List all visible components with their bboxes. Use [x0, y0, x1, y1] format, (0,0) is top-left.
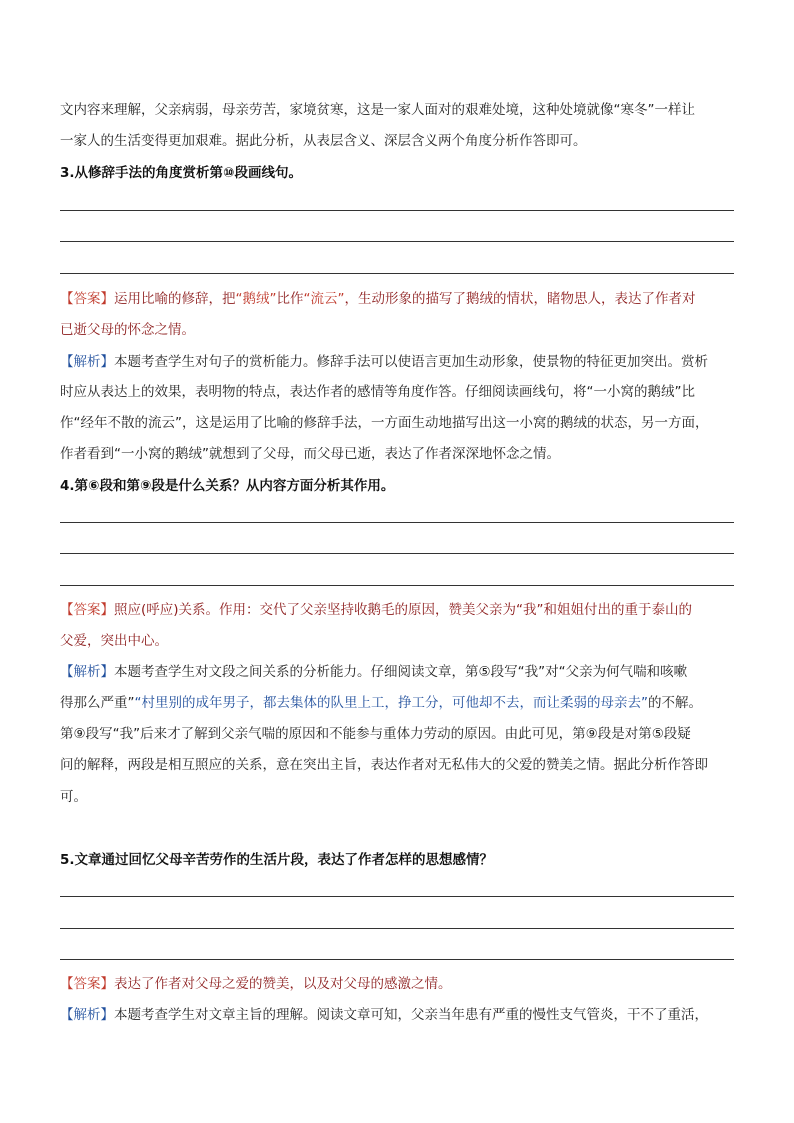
answer-blank-line — [60, 210, 734, 211]
answer-blank-line — [60, 522, 734, 523]
q3-explain-line-4: 作者看到“一小窝的鹅绒”就想到了父母，而父母已逝，表达了作者深深地怀念之情。 — [60, 446, 560, 462]
question-3: 3.从修辞手法的角度赏析第⑩段画线句。 — [60, 165, 302, 181]
q3-answer-line-1 — [60, 289, 740, 309]
q4-answer-line-2: 父爱，突出中心。 — [60, 633, 168, 649]
answer-blank-line — [60, 896, 734, 897]
intro-line-1: 文内容来理解，父亲病弱，母亲劳苦，家境贫寒，这是一家人面对的艰难处境，这种处境就像“寒冬”一样让 — [60, 102, 695, 118]
answer-blank-line — [60, 273, 734, 274]
q4-explain-line-4: 问的解释，两段是相互照应的关系，意在突出主旨，表达作者对无私伟大的父爱的赞美之情。据此分析作答即 — [60, 757, 708, 773]
answer-text: 运用比喻的修辞，把 — [114, 291, 236, 307]
q3-explain-line-1 — [60, 352, 740, 372]
q4-explain-line-1 — [60, 662, 740, 682]
explain-tag: 【解析】 — [60, 1007, 114, 1023]
explain-text: 本题考查学生对句子的赏析能力。修辞手法可以使语言更加生动形象，使景物的特征更加突出。赏析 — [114, 354, 708, 370]
explain-text: 本题考查学生对文段之间关系的分析能力。仔细阅读文章，第⑤段写“我”对“父亲为何气喘和咳嗽 — [114, 664, 688, 680]
answer-tag: 【答案】 — [60, 291, 114, 307]
explain-text: 本题考查学生对文章主旨的理解。阅读文章可知，父亲当年患有严重的慢性支气管炎，干不了重活， — [114, 1007, 708, 1023]
answer-blank-line — [60, 553, 734, 554]
answer-text: 照应(呼应)关系。作用：交代了父亲坚持收鹅毛的原因，赞美父亲为“我”和姐姐付出的重于泰山的 — [114, 602, 693, 618]
intro-line-2: 一家人的生活变得更加艰难。据此分析，从表层含义、深层含义两个角度分析作答即可。 — [60, 133, 587, 149]
explain-tag: 【解析】 — [60, 664, 114, 680]
answer-quote: “鹅绒” — [235, 291, 277, 307]
q5-explain-line-1 — [60, 1005, 740, 1025]
q3-explain-line-3: 作“经年不散的流云”，这是运用了比喻的修辞手法，一方面生动地描写出这一小窝的鹅绒的状态，另一方面， — [60, 415, 709, 431]
q3-answer-line-2: 已逝父母的怀念之情。 — [60, 322, 195, 338]
answer-blank-line — [60, 241, 734, 242]
q4-explain-line-5: 可。 — [60, 789, 87, 805]
explain-tag: 【解析】 — [60, 354, 114, 370]
answer-text: ，生动形象的描写了鹅绒的情状，睹物思人，表达了作者对 — [344, 291, 696, 307]
answer-tag: 【答案】 — [60, 602, 114, 618]
answer-text: 比作 — [276, 291, 304, 307]
q5-answer-line-1 — [60, 974, 740, 994]
q4-explain-line-2 — [60, 693, 740, 713]
question-5: 5.文章通过回忆父母辛苦劳作的生活片段，表达了作者怎样的思想感情？ — [60, 852, 494, 868]
answer-tag: 【答案】 — [60, 976, 114, 992]
answer-text: 表达了作者对父母之爱的赞美，以及对父母的感激之情。 — [114, 976, 452, 992]
explain-text: 的不解。 — [648, 695, 702, 711]
q3-explain-line-2: 时应从表达上的效果，表明物的特点，表达作者的感情等角度作答。仔细阅读画线句，将“一小窝的鹅绒”比 — [60, 384, 695, 400]
q4-answer-line-1 — [60, 600, 740, 620]
explain-text: 得那么严重” — [60, 695, 135, 711]
question-4: 4.第⑥段和第⑨段是什么关系？从内容方面分析其作用。 — [60, 478, 395, 494]
answer-blank-line — [60, 928, 734, 929]
answer-blank-line — [60, 585, 734, 586]
q4-explain-line-3: 第⑨段写“我”后来才了解到父亲气喘的原因和不能参与重体力劳动的原因。由此可见，第⑨段是对第⑤段疑 — [60, 726, 691, 742]
explain-quote: “村里别的成年男子，都去集体的队里上工，挣工分，可他却不去，而让柔弱的母亲去” — [134, 695, 648, 711]
answer-quote: “流云” — [303, 291, 345, 307]
answer-blank-line — [60, 959, 734, 960]
